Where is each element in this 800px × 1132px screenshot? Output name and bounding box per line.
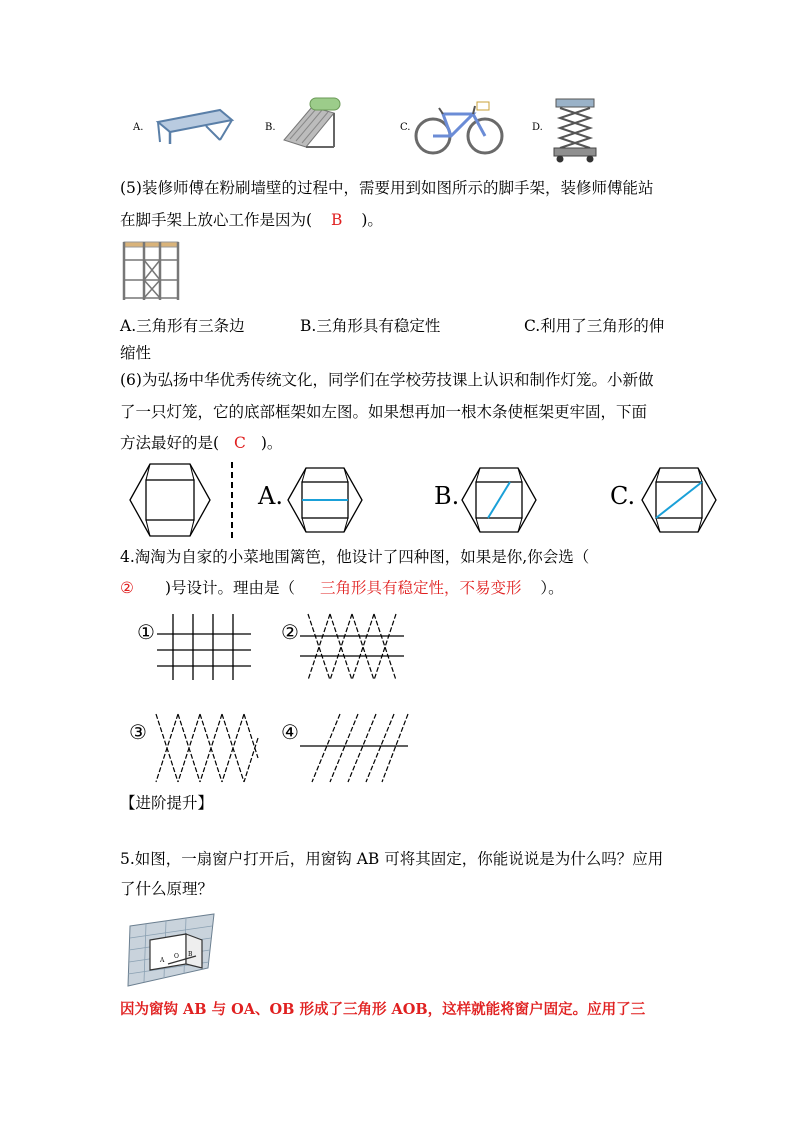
option-d-label: D. xyxy=(532,122,543,133)
q5-option-c: C.利用了三角形的伸 xyxy=(524,317,665,335)
q4-line1: 4.淘淘为自家的小菜地围篱笆，他设计了四种图，如果是你,你会选（ xyxy=(120,548,590,566)
q6-line1: (6)为弘扬中华优秀传统文化，同学们在学校劳技课上认识和制作灯笼。小新做 xyxy=(120,371,654,389)
q6-line3-prefix: 方法最好的是( xyxy=(120,434,220,452)
q6-answer: C xyxy=(234,434,246,452)
fence-design-2 xyxy=(300,612,405,682)
q5-option-a: A.三角形有三条边 xyxy=(120,317,245,335)
q5b-line2: 了什么原理？ xyxy=(120,880,214,898)
fence-label-2: ② xyxy=(281,620,299,644)
lantern-option-c-label: C. xyxy=(610,482,636,510)
q4-line2-mid: )号设计。理由是（ xyxy=(164,579,295,597)
q5-line2 xyxy=(120,209,383,231)
q5-option-c-cont: 缩性 xyxy=(120,344,152,362)
q5-line2-suffix: )。 xyxy=(361,211,383,229)
option-a-label: A. xyxy=(133,122,144,133)
q5-line2-prefix: 在脚手架上放心工作是因为( xyxy=(120,211,313,229)
lantern-frame-a xyxy=(286,466,364,534)
lantern-frame-b xyxy=(460,466,538,534)
lantern-frame-original xyxy=(128,462,212,538)
scaffold-image xyxy=(120,240,182,302)
option-b-label: B. xyxy=(265,122,276,133)
fence-design-4 xyxy=(300,712,410,784)
q5-line1: (5)装修师傅在粉刷墙壁的过程中，需要用到如图所示的脚手架，装修师傅能站 xyxy=(120,179,654,197)
q4-line2-end: ）。 xyxy=(540,579,564,597)
q6-line2: 了一只灯笼，它的底部框架如左图。如果想再加一根木条使框架更牢固，下面 xyxy=(120,403,648,421)
hook-label-a: A xyxy=(160,957,165,964)
q6-line3-suffix: )。 xyxy=(260,434,283,452)
fence-label-1: ① xyxy=(137,620,155,644)
fence-design-3 xyxy=(152,712,260,784)
option-row-figures xyxy=(0,90,800,170)
fence-design-1 xyxy=(155,612,255,682)
divider-dashed xyxy=(231,462,233,538)
q4-line2 xyxy=(120,577,564,599)
q6-line3 xyxy=(120,432,282,454)
q5b-answer: 因为窗钩 AB 与 OA、OB 形成了三角形 AOB，这样就能将窗户固定。应用了三 xyxy=(120,1001,646,1018)
scissor-lift-image xyxy=(550,96,600,164)
q4-answer-choice: ② xyxy=(120,579,134,597)
canopy-image xyxy=(150,102,235,147)
hook-label-o: O xyxy=(174,953,179,960)
q5-option-b: B.三角形具有稳定性 xyxy=(300,317,441,335)
section-heading: 【进阶提升】 xyxy=(120,794,214,812)
lantern-option-b-label: B. xyxy=(434,482,460,510)
lantern-frame-c xyxy=(640,466,718,534)
option-c-label: C. xyxy=(400,122,411,133)
window-hook-image xyxy=(126,912,226,990)
q5-answer: B xyxy=(331,211,343,229)
fence-label-4: ④ xyxy=(281,720,299,744)
fence-label-3: ③ xyxy=(129,720,147,744)
bicycle-image xyxy=(413,98,505,156)
solar-heater-image xyxy=(282,95,342,150)
lantern-option-a-label: A. xyxy=(258,482,283,510)
hook-label-b: B xyxy=(188,951,193,958)
q4-reason: 三角形具有稳定性，不易变形 xyxy=(319,579,522,597)
q5b-line1: 5.如图，一扇窗户打开后，用窗钩 AB 可将其固定，你能说说是为什么吗？应用 xyxy=(120,850,664,868)
